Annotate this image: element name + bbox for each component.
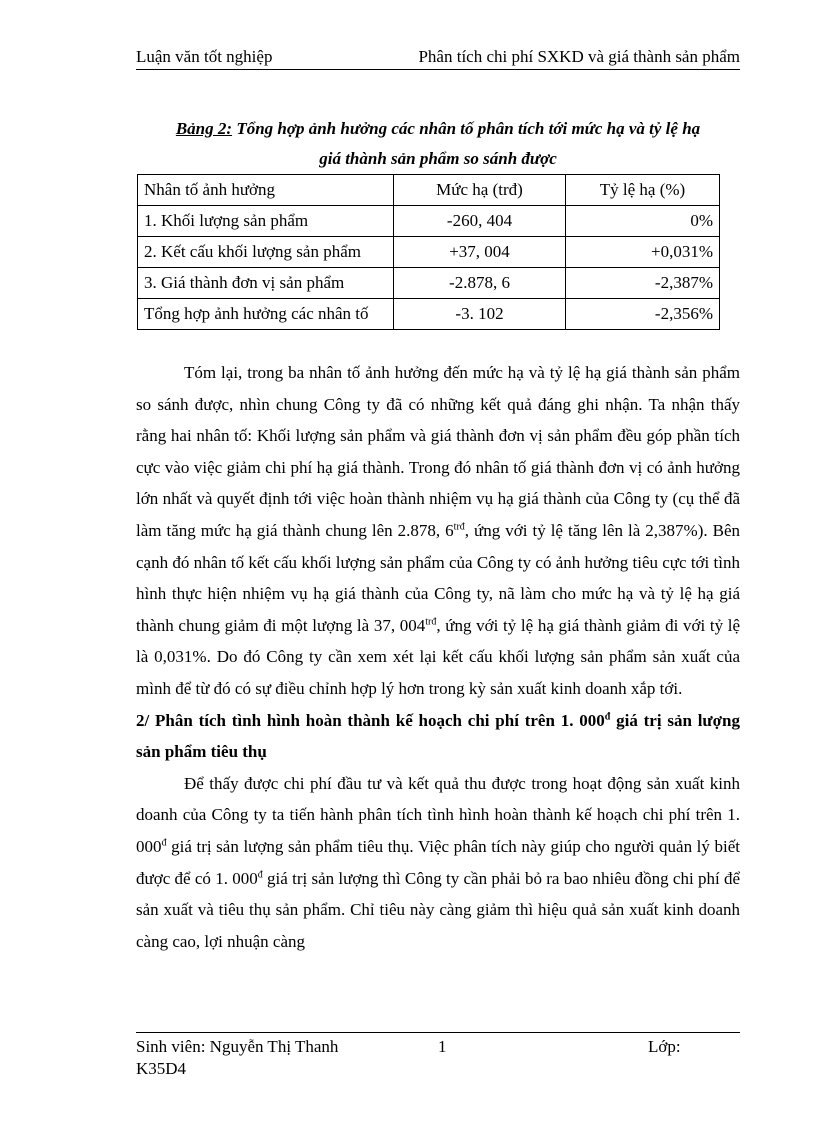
footer-student: Sinh viên: Nguyễn Thị Thanh K35D4 xyxy=(136,1037,339,1078)
caption-line2: giá thành sản phẩm so sánh được xyxy=(319,149,557,168)
table-row xyxy=(138,237,720,268)
unit-superscript: trđ xyxy=(425,616,437,628)
table-header-cell: Tỷ lệ hạ (%) xyxy=(566,175,720,206)
table-cell: 0% xyxy=(566,206,720,237)
factors-table xyxy=(137,174,720,330)
table-cell: 1. Khối lượng sản phẩm xyxy=(138,206,394,237)
caption-label: Bảng 2: xyxy=(175,119,233,138)
table-row xyxy=(138,299,720,330)
paragraph-text: , ứng với tỷ lệ hạ giá thành giảm đi với tỷ lệ là 0,031%. Do đó Công ty cần xem xét lại kết cấu khối lượng sản phẩm sản xuất của mình để từ đó có sự điều chỉnh hợp lý hơn trong kỳ sản xuất kinh doanh xắp tới. xyxy=(136,615,741,698)
table-cell: -2,356% xyxy=(566,299,720,330)
header-left-title: Luận văn tốt nghiệp xyxy=(136,47,273,66)
body-text xyxy=(136,357,740,957)
table-header-cell: Nhân tố ảnh hưởng xyxy=(138,175,394,206)
table-row xyxy=(138,268,720,299)
heading-text: 2/ Phân tích tình hình hoàn thành kế hoạch chi phí trên 1. 000 xyxy=(136,710,605,730)
table-cell: -2,387% xyxy=(566,268,720,299)
paragraph-text: , ứng với tỷ lệ tăng lên là 2,387%). Bên cạnh đó nhân tố kết cấu khối lượng sản phẩm của Công ty có ảnh hưởng tiêu cực tới tình hình thực hiện nhiệm vụ hạ giá thành của Công ty, nã làm cho mức hạ và tỷ lệ hạ giá thành chung giảm đi một lượng là 37, 004 xyxy=(136,520,740,635)
unit-superscript: đ xyxy=(161,837,167,849)
table-cell: +0,031% xyxy=(566,237,720,268)
table-header-row xyxy=(138,175,720,206)
page-header xyxy=(136,47,740,70)
table-cell: 3. Giá thành đơn vị sản phẩm xyxy=(138,268,394,299)
unit-superscript: trđ xyxy=(453,521,465,533)
section-heading xyxy=(136,705,740,768)
footer-divider xyxy=(136,1032,740,1033)
table-cell: 2. Kết cấu khối lượng sản phẩm xyxy=(138,237,394,268)
paragraph-text: Để thấy được chi phí đầu tư và kết quả thu được trong hoạt động sản xuất kinh doanh của Công ty ta tiến hành phân tích tình hình hoàn thành kế hoạch chi phí trên 1. 000 xyxy=(136,773,740,856)
footer-class-label: Lớp: xyxy=(648,1037,681,1056)
page-number: 1 xyxy=(438,1037,447,1056)
paragraph-text: giá trị sản lượng sản phẩm tiêu thụ. Việc phân tích này giúp cho người quản lý biết được để có 1. 000 xyxy=(136,836,740,888)
table-cell: +37, 004 xyxy=(394,237,566,268)
paragraph-text: giá trị sản lượng thì Công ty cần phải bỏ ra bao nhiêu đồng chi phí để sản xuất và tiêu thụ sản phẩm. Chỉ tiêu này càng giảm thì hiệu quả sản xuất kinh doanh càng cao, lợi nhuận càng xyxy=(136,868,741,951)
table-cell: -2.878, 6 xyxy=(394,268,566,299)
table-cell: -3. 102 xyxy=(394,299,566,330)
caption-line1: Tổng hợp ảnh hưởng các nhân tố phân tích tới mức hạ và tỷ lệ hạ xyxy=(232,119,701,138)
unit-superscript: đ xyxy=(604,710,611,722)
analysis-paragraph xyxy=(136,768,740,958)
table-caption xyxy=(136,114,740,174)
table-row xyxy=(138,206,720,237)
table-cell: Tổng hợp ảnh hưởng các nhân tố xyxy=(138,299,394,330)
unit-superscript: đ xyxy=(257,868,263,880)
paragraph-text: Tóm lại, trong ba nhân tố ảnh hưởng đến mức hạ và tỷ lệ hạ giá thành sản phẩm so sánh được, nhìn chung Công ty đã có những kết quả đáng ghi nhận. Ta nhận thấy rằng hai nhân tố: Khối lượng sản phẩm và giá thành đơn vị sản phẩm đều góp phần tích cực vào việc giảm chi phí hạ giá thành. Trong đó nhân tố giá thành đơn vị có ảnh hưởng lớn nhất và quyết định tới việc hoàn thành nhiệm vụ hạ giá thành của Công ty (cụ thể đã làm tăng mức hạ giá thành chung lên 2.878, 6 xyxy=(136,363,740,540)
summary-paragraph xyxy=(136,357,740,705)
header-right-title: Phân tích chi phí SXKD và giá thành sản phẩm xyxy=(418,47,740,66)
table-cell: -260, 404 xyxy=(394,206,566,237)
heading-text: giá trị sản lượng sản phẩm tiêu thụ xyxy=(136,710,741,762)
table-header-cell: Mức hạ (trđ) xyxy=(394,175,566,206)
